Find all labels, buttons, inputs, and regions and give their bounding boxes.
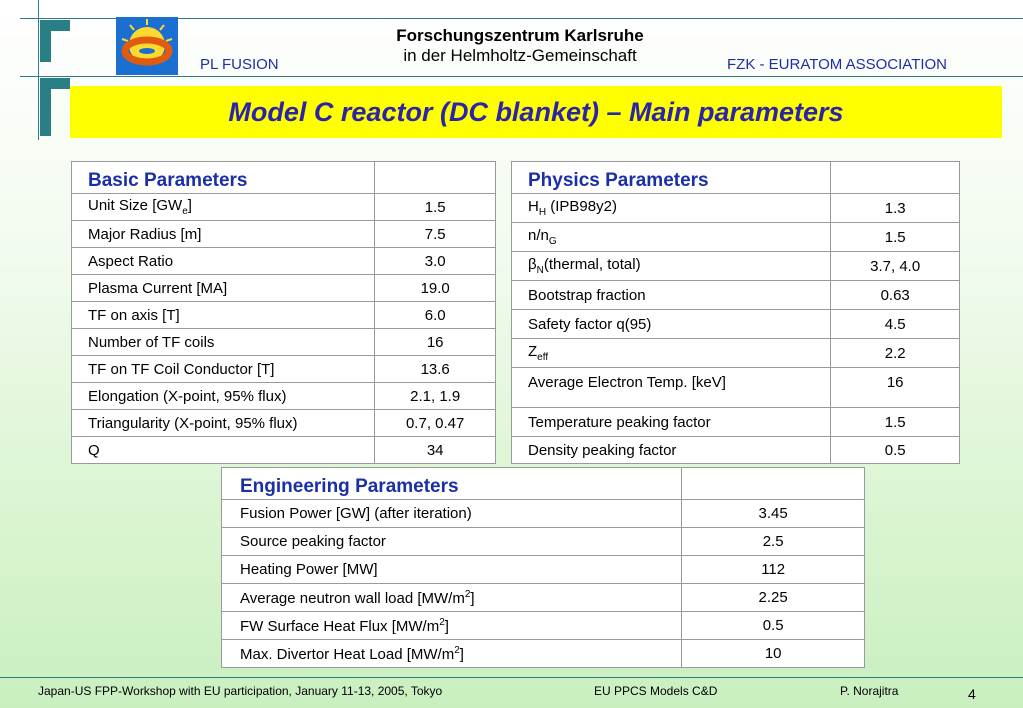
table-row: $H_H$ (IPB98y2) 1.3 (512, 194, 960, 223)
corner-decoration-bottom-stem (40, 78, 51, 136)
table-row: Source peaking factor 2.5 (222, 528, 865, 556)
physics-parameters-table (511, 161, 960, 464)
footer-author: P. Norajitra (840, 684, 899, 698)
table-row: Max. Divertor Heat Load $[MW/m^2]$ 10 (222, 640, 865, 668)
corner-decoration-top-stem (40, 20, 51, 62)
table-row: Unit Size $[GW_e]$ 1.5 (72, 194, 496, 221)
table-row: $n/n_G$ 1.5 (512, 223, 960, 252)
divider-header (20, 76, 1023, 77)
table-row: Safety factor q(95) 4.5 (512, 310, 960, 339)
table-row: Elongation (X-point, 95% flux) 2.1, 1.9 (72, 383, 496, 410)
table-row: Fusion Power [GW] (after iteration) 3.45 (222, 500, 865, 528)
footer-topic: EU PPCS Models C&D (594, 684, 718, 698)
table-header-row (72, 162, 496, 194)
title-banner (70, 86, 1002, 138)
table-row: $Z_{eff}$ 2.2 (512, 339, 960, 368)
basic-heading: Basic Parameters (72, 162, 375, 194)
page-number: 4 (968, 686, 976, 702)
pl-fusion-logo (116, 17, 178, 75)
table-row: Density peaking factor 0.5 (512, 437, 960, 464)
table-row: Q 34 (72, 437, 496, 464)
table-row: FW Surface Heat Flux $[MW/m^2]$ 0.5 (222, 612, 865, 640)
table-row: Heating Power [MW] 112 (222, 556, 865, 584)
table-row: Aspect Ratio 3.0 (72, 248, 496, 275)
table-row: Triangularity (X-point, 95% flux) 0.7, 0.47 (72, 410, 496, 437)
header-right-label: FZK - EURATOM ASSOCIATION (727, 56, 948, 73)
table-row: Bootstrap fraction 0.63 (512, 281, 960, 310)
footer-divider (0, 677, 1023, 678)
table-row: TF on TF Coil Conductor [T] 13.6 (72, 356, 496, 383)
table-row: Average neutron wall load $[MW/m^2]$ 2.25 (222, 584, 865, 612)
header-left-label: PL FUSION (200, 56, 279, 73)
table-row: Major Radius [m] 7.5 (72, 221, 496, 248)
table-row: TF on axis [T] 6.0 (72, 302, 496, 329)
slide-title: Model C reactor (DC blanket) – Main parameters (228, 97, 844, 127)
table-row: Number of TF coils 16 (72, 329, 496, 356)
engineering-parameters-table (221, 467, 865, 668)
org-subtitle: in der Helmholtz-Gemeinschaft (403, 46, 637, 65)
basic-parameters-table (71, 161, 496, 464)
divider-vertical (38, 0, 39, 140)
table-header-row (512, 162, 960, 194)
table-header-row (222, 468, 865, 500)
footer-event: Japan-US FPP-Workshop with EU participation, January 11-13, 2005, Tokyo (38, 684, 443, 698)
table-row: $\beta_N(thermal$, total) 3.7, 4.0 (512, 252, 960, 281)
engineering-heading: Engineering Parameters (222, 468, 682, 500)
table-row: Temperature peaking factor 1.5 (512, 408, 960, 437)
physics-heading: Physics Parameters (512, 162, 831, 194)
header-organization (350, 26, 690, 66)
table-row: Plasma Current [MA] 19.0 (72, 275, 496, 302)
org-name: Forschungszentrum Karlsruhe (396, 26, 644, 45)
table-row: Average Electron Temp. [keV] 16 (512, 368, 960, 408)
